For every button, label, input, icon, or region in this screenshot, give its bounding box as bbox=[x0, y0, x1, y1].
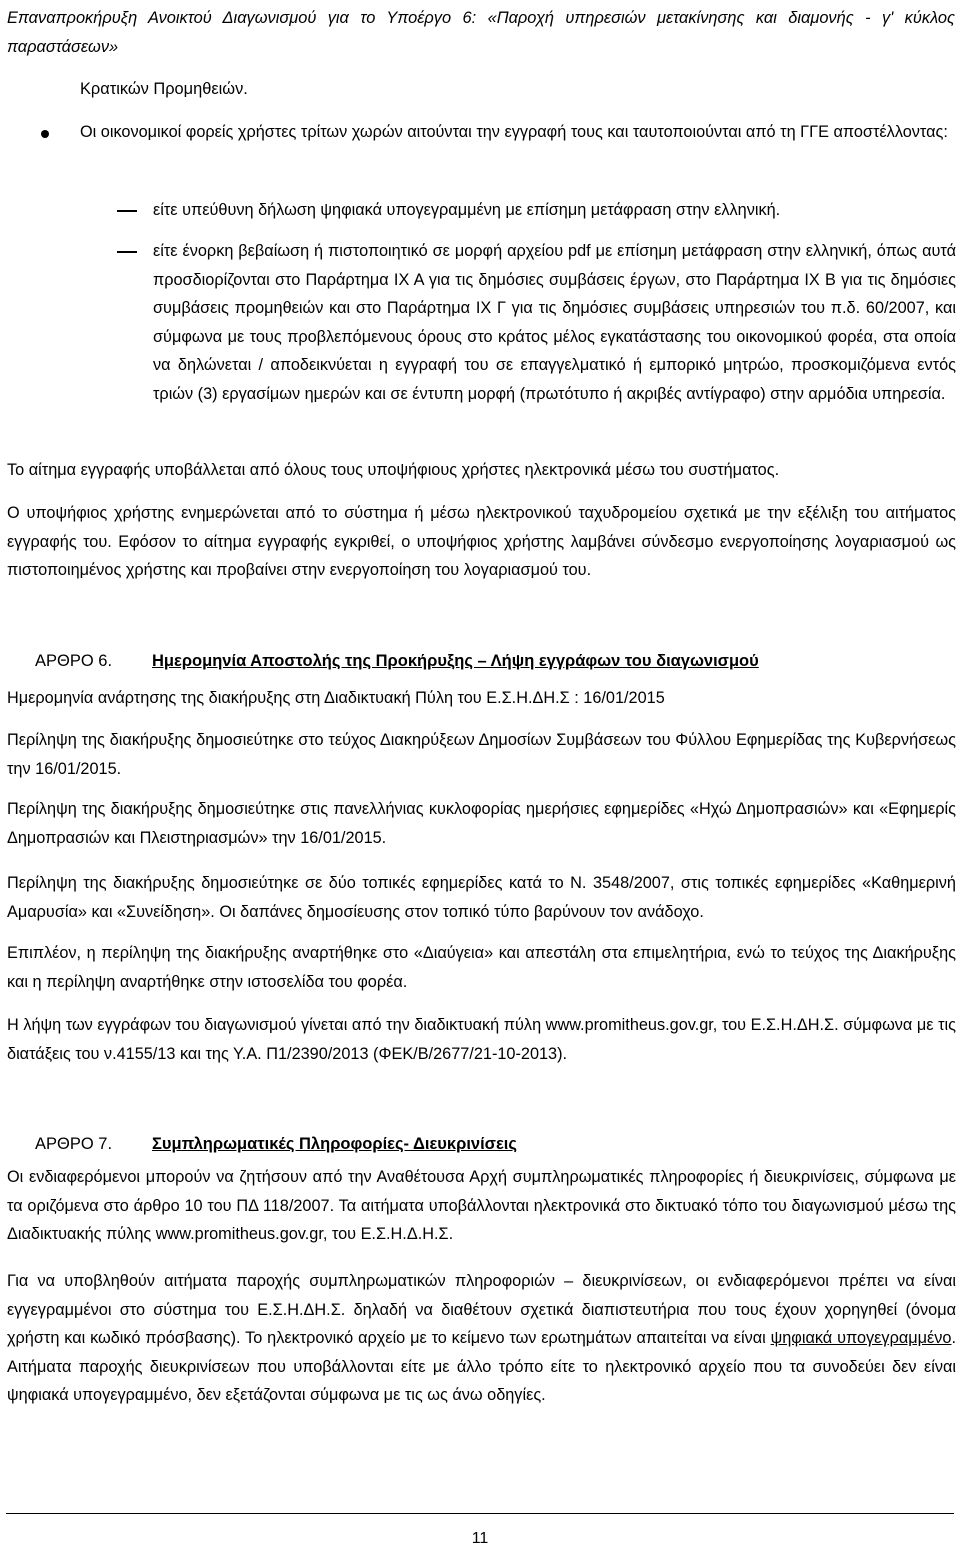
bullet-icon bbox=[41, 130, 49, 138]
dash-icon bbox=[117, 251, 137, 253]
article-6-number: ΑΡΘΡΟ 6. bbox=[35, 652, 113, 670]
article-6-title: Ημερομηνία Αποστολής της Προκήρυξης – Λήψη εγγράφων του διαγωνισμού bbox=[152, 652, 759, 670]
article-6-paragraph: Ημερομηνία ανάρτησης της διακήρυξης στη Διαδικτυακή Πύλη του Ε.Σ.Η.ΔΗ.Σ : 16/01/2015 bbox=[7, 689, 665, 707]
article-7-paragraph: Οι ενδιαφερόμενοι μπορούν να ζητήσουν από την Αναθέτουσα Αρχή συμπληρωματικές πληροφορίες ή διευκρινίσεις, σύμφωνα με τα οριζόμενα στο άρθρο 10 του ΠΔ 118/2007. Τα αιτήματα υποβάλλονται ηλεκτρονικά στο δικτυακό τόπο του διαγωνισμού μέσω της Διαδικτυακής πύλης www.promitheus.gov.gr, του Ε.Σ.Η.Δ.Η.Σ. bbox=[7, 1168, 956, 1243]
underlined-text: ψηφιακά υπογεγραμμένο bbox=[770, 1329, 952, 1347]
paragraph-text: Για να υποβληθούν αιτήματα παροχής συμπληρωματικών πληροφοριών – διευκρινίσεων, οι ενδιαφερόμενοι πρέπει να είναι εγγεγραμμένοι στο σύστημα του Ε.Σ.Η.ΔΗ.Σ. δηλαδή να διαθέτουν σχετικά διαπιστευτήρια που τους έχουν χορηγηθεί (όνομα χρήστη και κωδικό πρόσβασης). Το ηλεκτρονικό αρχείο με το κείμενο των ερωτημάτων απαιτείται να είναι bbox=[7, 1272, 956, 1347]
article-6-paragraph: Επιπλέον, η περίληψη της διακήρυξης αναρτήθηκε στο «Διαύγεια» και απεστάλη στα επιμελητήρια, ενώ το τεύχος της Διακήρυξης και η περίληψη αναρτήθηκε στην ιστοσελίδα του φορέα. bbox=[7, 944, 956, 991]
article-7-heading bbox=[35, 1133, 955, 1157]
page-number: 11 bbox=[471, 1530, 489, 1547]
paragraph-text: . Αιτήματα παροχής διευκρινίσεων που υποβάλλονται είτε με άλλο τρόπο είτε το ηλεκτρονικό αρχείο που τα συνοδεύει δεν είναι ψηφιακά υπογεγραμμένο, δεν εξετάζονται σύμφωνα με τις ως άνω οδηγίες. bbox=[7, 1329, 956, 1404]
article-6-heading bbox=[35, 650, 955, 674]
article-7-title: Συμπληρωματικές Πληροφορίες- Διευκρινίσεις bbox=[152, 1135, 517, 1153]
article-6-paragraph: Περίληψη της διακήρυξης δημοσιεύτηκε στο τεύχος Διακηρύξεων Δημοσίων Συμβάσεων του Φύλλου Εφημερίδας της Κυβερνήσεως την 16/01/2015. bbox=[7, 731, 956, 778]
header-continuation: Κρατικών Προμηθειών. bbox=[80, 80, 248, 98]
article-7-paragraph-2 bbox=[7, 1267, 956, 1410]
article-7-number: ΑΡΘΡΟ 7. bbox=[35, 1135, 113, 1153]
dash-icon bbox=[117, 210, 137, 212]
notification-paragraph: Ο υποψήφιος χρήστης ενημερώνεται από το σύστημα ή μέσω ηλεκτρονικού ταχυδρομείου σχετικά με την εξέλιξη του αιτήματος εγγραφής του. Εφόσον το αίτημα εγγραφής εγκριθεί, ο υποψήφιος χρήστης λαμβάνει σύνδεσμο ενεργοποίησης λογαριασμού ως πιστοποιημένος χρήστης και προβαίνει στην ενεργοποίηση του λογαριασμού του. bbox=[7, 504, 956, 579]
article-6-paragraph: Περίληψη της διακήρυξης δημοσιεύτηκε στις πανελλήνιας κυκλοφορίας ημερήσιες εφημερίδες «Ηχώ Δημοπρασιών» και «Εφημερίς Δημοπρασιών και Πλειστηριασμών» την 16/01/2015. bbox=[7, 800, 956, 847]
dash-item-1: είτε υπεύθυνη δήλωση ψηφιακά υπογεγραμμένη με επίσημη μετάφραση στην ελληνική. bbox=[153, 201, 781, 219]
registration-paragraph: Το αίτημα εγγραφής υποβάλλεται από όλους τους υποψήφιους χρήστες ηλεκτρονικά μέσω του συστήματος. bbox=[7, 461, 780, 479]
document-header: Επαναπροκήρυξη Ανοικτού Διαγωνισμού για το Υποέργο 6: «Παροχή υπηρεσιών μετακίνησης και διαμονής - γ' κύκλος παραστάσεων» bbox=[7, 9, 955, 56]
bullet-paragraph: Οι οικονομικοί φορείς χρήστες τρίτων χωρών αιτούνται την εγγραφή τους και ταυτοποιούνται από τη ΓΓΕ αποστέλλοντας: bbox=[80, 123, 948, 141]
article-6-paragraph: Περίληψη της διακήρυξης δημοσιεύτηκε σε δύο τοπικές εφημερίδες κατά το Ν. 3548/2007, στις τοπικές εφημερίδες «Καθημερινή Αμαρυσία» και «Συνείδηση». Οι δαπάνες δημοσίευσης στον τοπικό τύπο βαρύνουν τον ανάδοχο. bbox=[7, 874, 956, 921]
article-6-paragraph: Η λήψη των εγγράφων του διαγωνισμού γίνεται από την διαδικτυακή πύλη www.promitheus.gov.gr, του Ε.Σ.Η.ΔΗ.Σ. σύμφωνα με τις διατάξεις του ν.4155/13 και της Υ.Α. Π1/2390/2013 (ΦΕΚ/Β/2677/21-10-2013). bbox=[7, 1016, 956, 1063]
dash-item-2: είτε ένορκη βεβαίωση ή πιστοποιητικό σε μορφή αρχείου pdf με επίσημη μετάφραση στην ελληνική, όπως αυτά προσδιορίζονται στο Παράρτημα IX A για τις δημόσιες συμβάσεις έργων, στο Παράρτημα IX B για τις δημόσιες συμβάσεις προμηθειών και στο Παράρτημα IX Γ για τις δημόσιες συμβάσεις υπηρεσιών του π.δ. 60/2007, και σύμφωνα με τους προβλεπόμενους όρους στο κράτος μέλος εγκατάστασης του οικονομικού φορέα, στα οποία να δηλώνεται / αποδεικνύεται η εγγραφή του σε επαγγελματικό ή εμπορικό μητρώο, προσκομιζόμενα εντός τριών (3) εργασίμων ημερών και σε έντυπη μορφή (πρωτότυπο ή ακριβές αντίγραφο) στην αρμόδια υπηρεσία. bbox=[153, 242, 956, 403]
footer-divider bbox=[6, 1513, 954, 1514]
